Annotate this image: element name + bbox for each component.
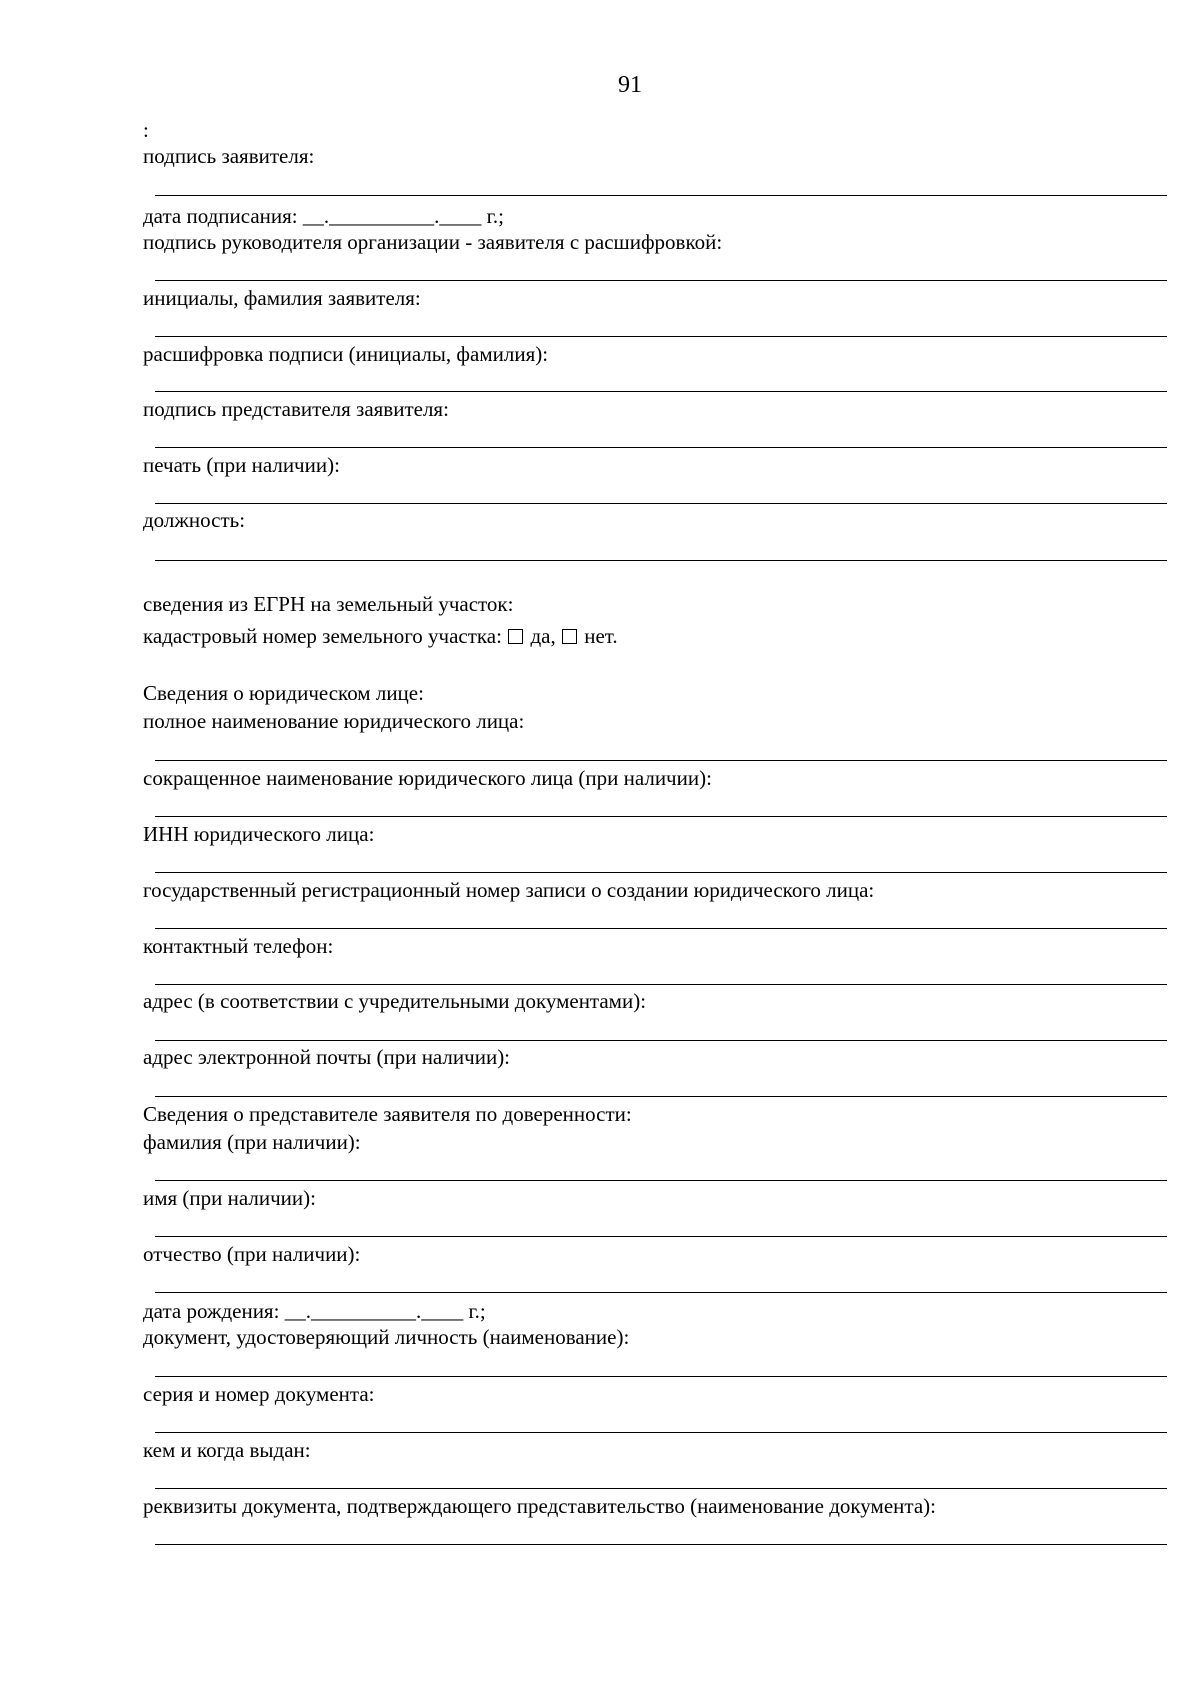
representative-heading: Сведения о представителе заявителя по доверенности: (143, 1102, 632, 1126)
inn-label: ИНН юридического лица: (143, 822, 375, 846)
ogrn-label: государственный регистрационный номер записи о создании юридического лица: (143, 878, 875, 902)
applicant-signature-line[interactable] (155, 195, 1167, 196)
org-head-signature-line[interactable] (155, 280, 1167, 281)
position-label: должность: (143, 508, 246, 532)
full-name-line[interactable] (155, 760, 1167, 761)
patronymic-label: отчество (при наличии): (143, 1242, 361, 1266)
cadastral-label: кадастровый номер земельного участка: (143, 624, 508, 648)
position-line[interactable] (155, 560, 1167, 561)
signing-date-blank[interactable]: __.__________.____ г.; (302, 204, 504, 228)
issued-by-label: кем и когда выдан: (143, 1438, 311, 1462)
egrn-info-label: сведения из ЕГРН на земельный участок: (143, 592, 514, 616)
doc-series-number-line[interactable] (155, 1432, 1167, 1433)
issued-by-line[interactable] (155, 1488, 1167, 1489)
phone-line[interactable] (155, 984, 1167, 985)
representative-signature-label: подпись представителя заявителя: (143, 397, 449, 421)
email-label: адрес электронной почты (при наличии): (143, 1045, 511, 1069)
ogrn-line[interactable] (155, 928, 1167, 929)
address-line[interactable] (155, 1040, 1167, 1041)
inn-line[interactable] (155, 872, 1167, 873)
address-label: адрес (в соответствии с учредительными документами): (143, 989, 647, 1013)
colon-mark: : (143, 118, 149, 142)
identity-doc-line[interactable] (155, 1376, 1167, 1377)
full-name-label: полное наименование юридического лица: (143, 709, 525, 733)
doc-series-number-label: серия и номер документа: (143, 1382, 375, 1406)
stamp-line[interactable] (155, 503, 1167, 504)
email-line[interactable] (155, 1096, 1167, 1097)
representative-signature-line[interactable] (155, 447, 1167, 448)
short-name-label: сокращенное наименование юридического лица (при наличии): (143, 766, 712, 790)
signature-decoding-line[interactable] (155, 391, 1167, 392)
power-of-attorney-label: реквизиты документа, подтверждающего представительство (наименование документа): (143, 1494, 936, 1518)
first-name-line[interactable] (155, 1236, 1167, 1237)
applicant-initials-label: инициалы, фамилия заявителя: (143, 286, 421, 310)
power-of-attorney-line[interactable] (155, 1544, 1167, 1545)
short-name-line[interactable] (155, 816, 1167, 817)
cadastral-row (143, 623, 618, 649)
applicant-initials-line[interactable] (155, 336, 1167, 337)
no-checkbox[interactable] (562, 629, 577, 644)
page-number: 91 (618, 72, 642, 98)
identity-doc-label: документ, удостоверяющий личность (наименование): (143, 1325, 630, 1349)
patronymic-line[interactable] (155, 1292, 1167, 1293)
legal-entity-heading: Сведения о юридическом лице: (143, 681, 424, 705)
signing-date-row (143, 203, 504, 229)
yes-checkbox[interactable] (508, 629, 523, 644)
signing-date-label: дата подписания: (143, 204, 303, 228)
surname-line[interactable] (155, 1180, 1167, 1181)
stamp-label: печать (при наличии): (143, 453, 340, 477)
yes-label: да, (530, 624, 556, 648)
signature-decoding-label: расшифровка подписи (инициалы, фамилия): (143, 342, 549, 366)
first-name-label: имя (при наличии): (143, 1186, 316, 1210)
birth-date-row (143, 1298, 486, 1324)
surname-label: фамилия (при наличии): (143, 1130, 361, 1154)
birth-date-blank[interactable]: __.__________.____ г.; (284, 1299, 486, 1323)
org-head-signature-label: подпись руководителя организации - заявителя с расшифровкой: (143, 230, 723, 254)
no-label: нет. (584, 624, 618, 648)
phone-label: контактный телефон: (143, 934, 334, 958)
applicant-signature-label: подпись заявителя: (143, 144, 315, 168)
birth-date-label: дата рождения: (143, 1299, 285, 1323)
